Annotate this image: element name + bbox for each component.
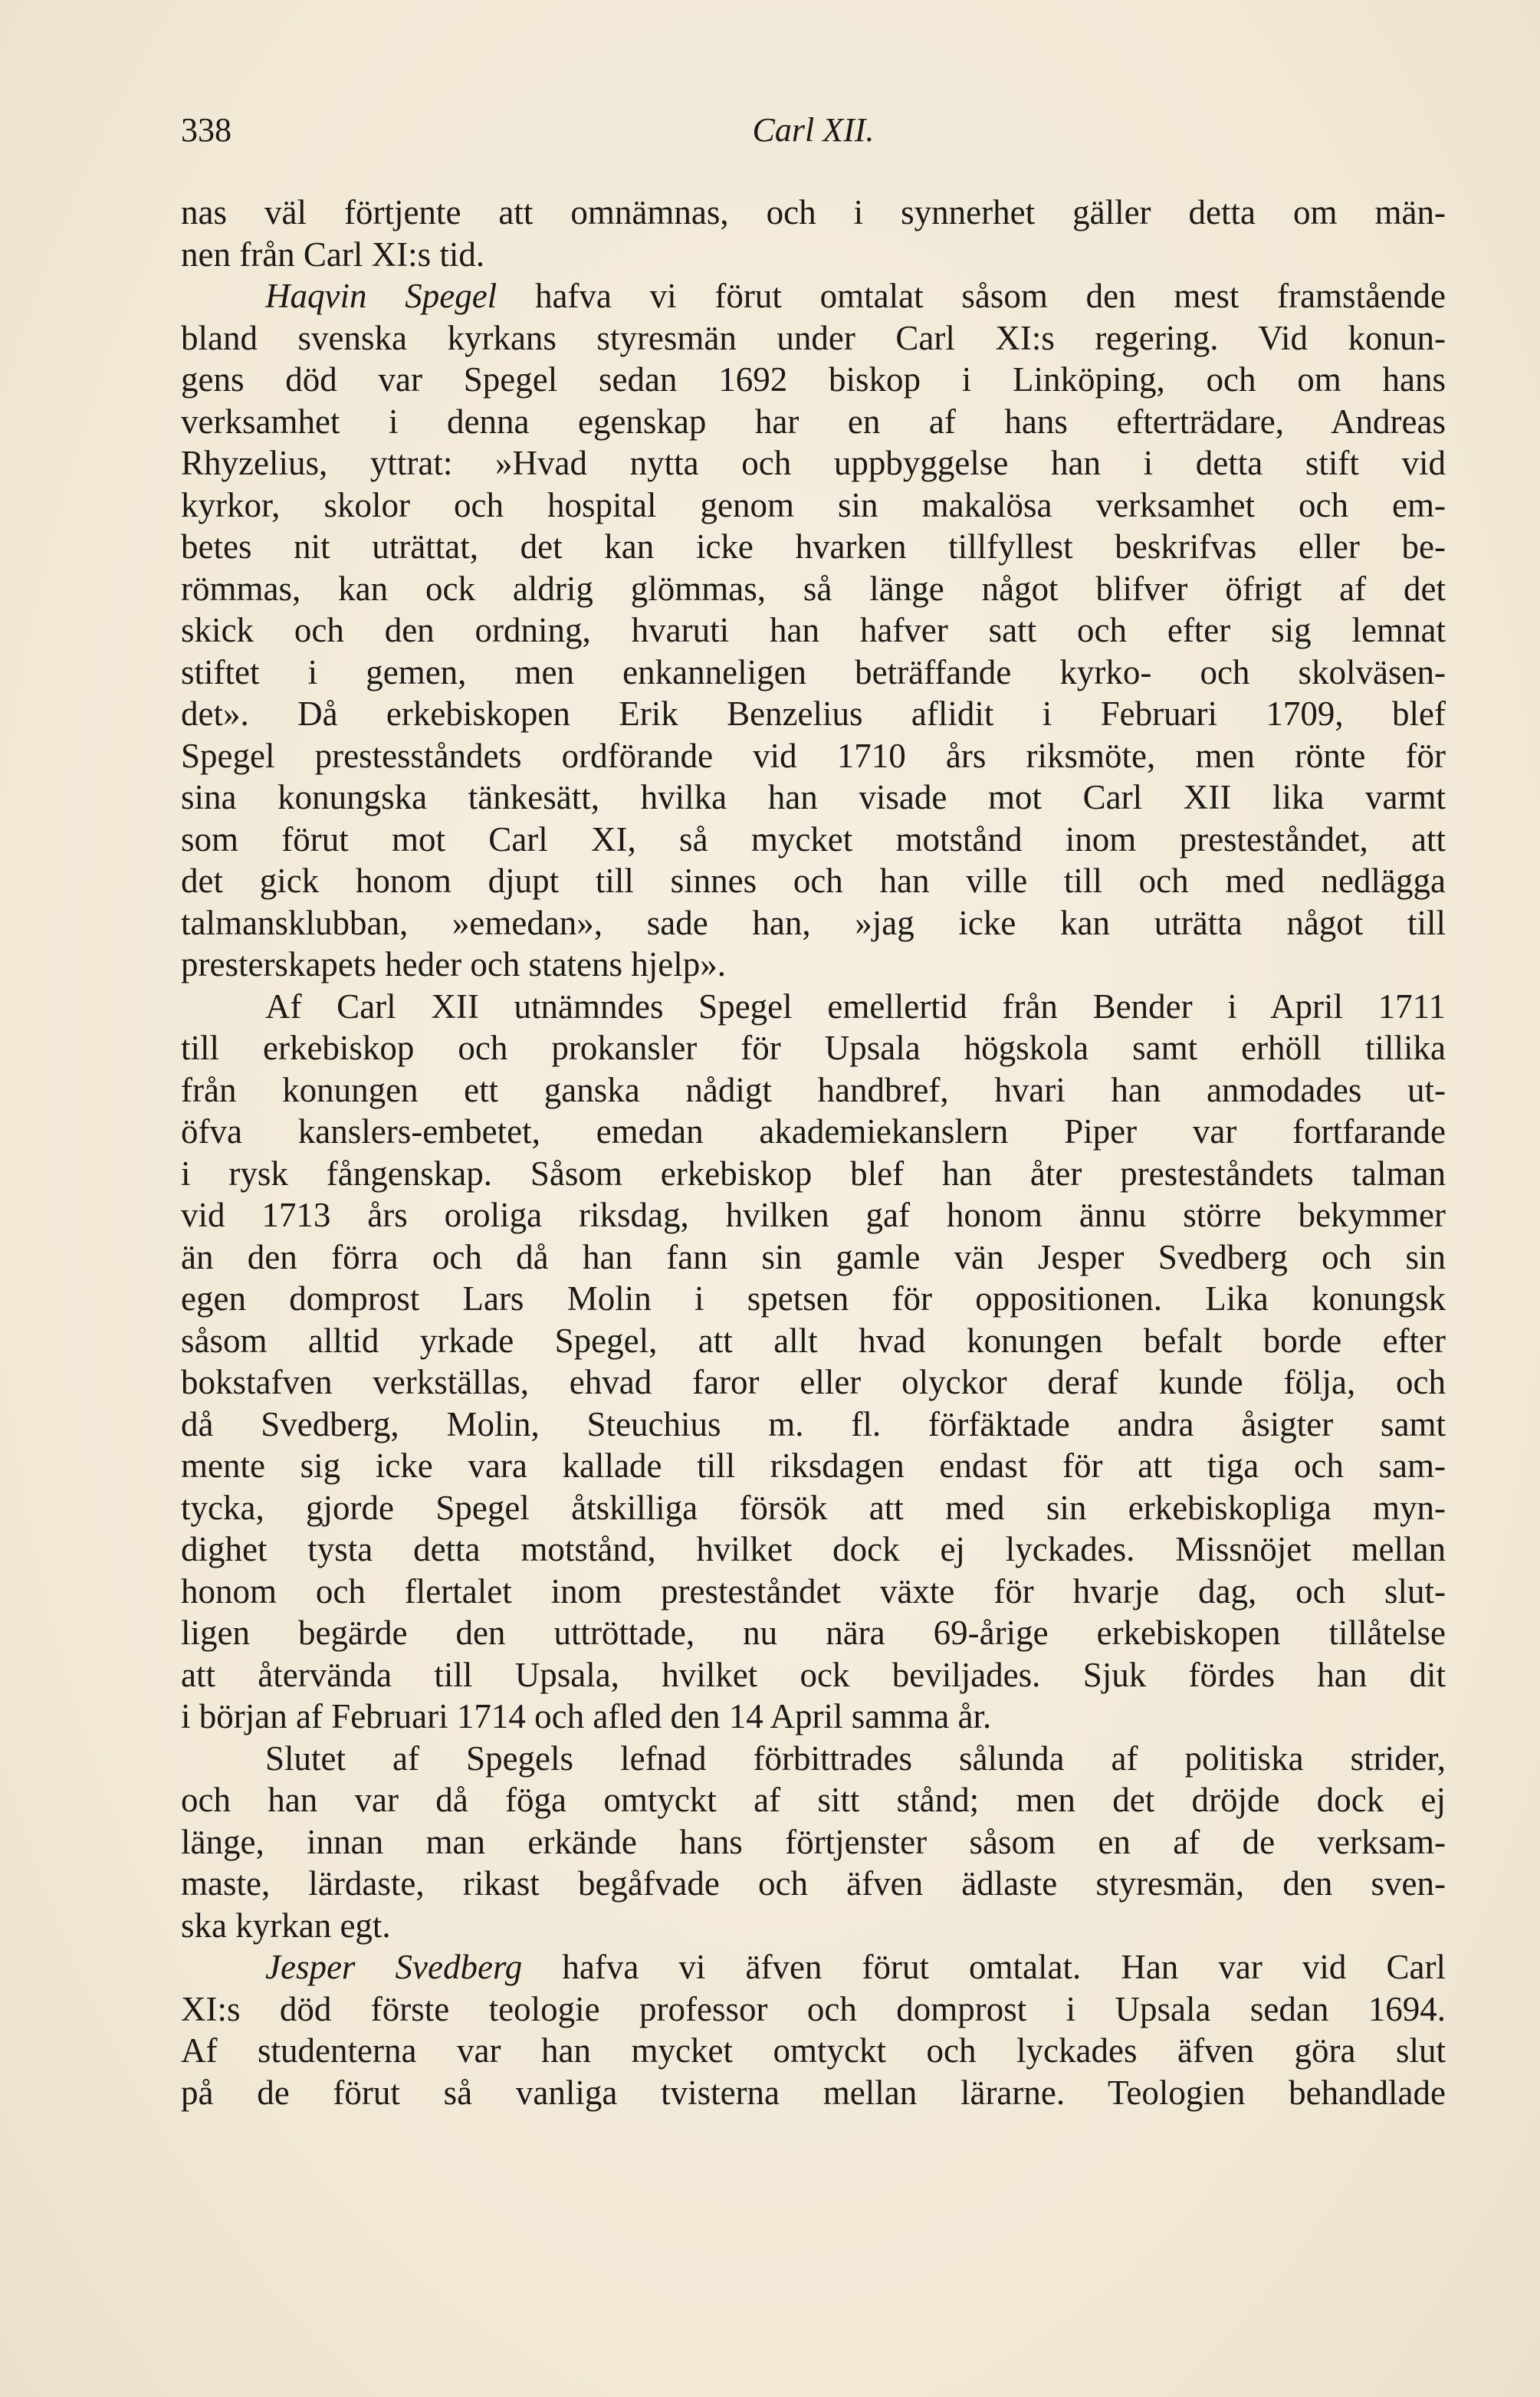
text-run: römmas, kan ock aldrig glömmas, så länge något blifver öfrigt af det bbox=[181, 569, 1446, 608]
text-run: Af Carl XII utnämndes Spegel emellertid från Bender i April 1711 bbox=[265, 987, 1446, 1026]
text-line bbox=[181, 860, 1446, 902]
text-line bbox=[181, 1696, 1446, 1738]
text-line bbox=[181, 401, 1446, 443]
text-line bbox=[181, 1821, 1446, 1863]
text-run: det». Då erkebiskopen Erik Benzelius aflidit i Februari 1709, blef bbox=[181, 694, 1446, 733]
text-line bbox=[181, 526, 1446, 568]
text-line bbox=[181, 609, 1446, 652]
text-line bbox=[181, 1404, 1446, 1446]
text-run: Slutet af Spegels lefnad förbittrades sålunda af politiska strider, bbox=[265, 1739, 1446, 1778]
text-run: mente sig icke vara kallade till riksdagen endast för att tiga och sam- bbox=[181, 1446, 1446, 1485]
text-line bbox=[181, 1278, 1446, 1320]
text-line bbox=[181, 1027, 1446, 1069]
text-line bbox=[181, 1194, 1446, 1236]
text-line bbox=[181, 1361, 1446, 1404]
text-run: bland svenska kyrkans styresmän under Carl XI:s regering. Vid konun- bbox=[181, 318, 1446, 357]
text-line bbox=[181, 1445, 1446, 1487]
text-run: sina konungska tänkesätt, hvilka han visade mot Carl XII lika varmt bbox=[181, 778, 1446, 816]
text-line bbox=[181, 484, 1446, 527]
text-run: att återvända till Upsala, hvilket ock beviljades. Sjuk fördes han dit bbox=[181, 1655, 1446, 1694]
text-line bbox=[181, 1487, 1446, 1529]
text-line bbox=[181, 944, 1446, 986]
text-run: i början af Februari 1714 och afled den 14 April samma år. bbox=[181, 1697, 992, 1735]
text-run: öfva kanslers-embetet, emedan akademiekanslern Piper var fortfarande bbox=[181, 1112, 1446, 1151]
page-header bbox=[181, 107, 1446, 153]
text-run: verksamhet i denna egenskap har en af hans efterträdare, Andreas bbox=[181, 402, 1446, 441]
text-line bbox=[181, 1863, 1446, 1905]
text-run: egen domprost Lars Molin i spetsen för oppositionen. Lika konungsk bbox=[181, 1279, 1446, 1318]
text-run: kyrkor, skolor och hospital genom sin makalösa verksamhet och em- bbox=[181, 485, 1446, 524]
text-run: betes nit uträttat, det kan icke hvarken tillfyllest beskrifvas eller be- bbox=[181, 527, 1446, 566]
text-line bbox=[181, 652, 1446, 694]
text-run: såsom alltid yrkade Spegel, att allt hvad konungen befalt borde efter bbox=[181, 1321, 1446, 1360]
text-run: Rhyzelius, yttrat: »Hvad nytta och uppbyggelse han i detta stift vid bbox=[181, 444, 1446, 482]
text-run: i rysk fångenskap. Såsom erkebiskop blef han åter presteståndets talman bbox=[181, 1154, 1446, 1193]
text-run: som förut mot Carl XI, så mycket motstånd inom presteståndet, att bbox=[181, 819, 1446, 859]
text-run: stiftet i gemen, men enkanneligen beträffande kyrko- och skolväsen- bbox=[181, 652, 1446, 691]
text-run: och han var då föga omtyckt af sitt stånd; men det dröjde dock ej bbox=[181, 1781, 1446, 1819]
text-line bbox=[181, 777, 1446, 819]
text-run: länge, innan man erkände hans förtjenster såsom en af de verksam- bbox=[181, 1822, 1446, 1861]
text-line bbox=[181, 1946, 1446, 1988]
text-line bbox=[181, 1905, 1446, 1947]
text-run: XI:s död förste teologie professor och domprost i Upsala sedan 1694. bbox=[181, 1989, 1446, 2028]
text-line bbox=[181, 1069, 1446, 1111]
text-line bbox=[181, 317, 1446, 360]
body-text bbox=[181, 192, 1446, 2113]
text-run: det gick honom djupt till sinnes och han ville till och med nedlägga bbox=[181, 862, 1446, 900]
text-line bbox=[181, 735, 1446, 777]
text-line bbox=[181, 1528, 1446, 1571]
text-run: honom och flertalet inom presteståndet växte för hvarje dag, och slut- bbox=[181, 1571, 1446, 1611]
text-run: presterskapets heder och statens hjelp». bbox=[181, 945, 727, 983]
text-line bbox=[181, 1988, 1446, 2031]
text-run: ska kyrkan egt. bbox=[181, 1906, 391, 1945]
text-line bbox=[181, 1612, 1446, 1654]
text-run: till erkebiskop och prokansler för Upsala högskola samt erhöll tillika bbox=[181, 1029, 1446, 1067]
text-line bbox=[181, 1111, 1446, 1153]
text-line bbox=[181, 2030, 1446, 2072]
text-run: Spegel prestesståndets ordförande vid 1710 års riksmöte, men rönte för bbox=[181, 736, 1446, 775]
text-line bbox=[181, 2072, 1446, 2114]
italic-name: Jesper Svedberg bbox=[265, 1948, 523, 1986]
text-line bbox=[181, 442, 1446, 484]
text-run: från konungen ett ganska nådigt handbref, hvari han anmodades ut- bbox=[181, 1070, 1446, 1109]
text-line bbox=[181, 192, 1446, 234]
text-run: nas väl förtjente att omnämnas, och i synnerhet gäller detta om män- bbox=[181, 193, 1446, 231]
page-number: 338 bbox=[181, 111, 231, 149]
text-line bbox=[181, 819, 1446, 861]
text-line bbox=[181, 693, 1446, 735]
text-run: nen från Carl XI:s tid. bbox=[181, 235, 485, 274]
text-line bbox=[181, 234, 1446, 276]
text-line bbox=[181, 986, 1446, 1028]
text-line bbox=[181, 1654, 1446, 1696]
italic-name: Haqvin Spegel bbox=[265, 277, 497, 315]
text-run: gens död var Spegel sedan 1692 biskop i Linköping, och om hans bbox=[181, 360, 1446, 399]
text-run: vid 1713 års oroliga riksdag, hvilken gaf honom ännu större bekymmer bbox=[181, 1196, 1446, 1234]
text-line bbox=[181, 1236, 1446, 1279]
text-run: Af studenterna var han mycket omtyckt och lyckades äfven göra slut bbox=[181, 2031, 1446, 2070]
text-run: på de förut så vanliga tvisterna mellan lärarne. Teologien behandlade bbox=[181, 2073, 1446, 2112]
text-run: talmansklubban, »emedan», sade han, »jag icke kan uträtta något till bbox=[181, 903, 1446, 942]
text-run: tycka, gjorde Spegel åtskilliga försök att med sin erkebiskopliga myn- bbox=[181, 1488, 1446, 1527]
text-run: hafva vi äfven förut omtalat. Han var vid Carl bbox=[522, 1948, 1446, 1986]
text-line bbox=[181, 1571, 1446, 1613]
text-run: maste, lärdaste, rikast begåfvade och äfven ädlaste styresmän, den sven- bbox=[181, 1864, 1446, 1903]
text-run: dighet tysta detta motstånd, hvilket dock ej lyckades. Missnöjet mellan bbox=[181, 1530, 1446, 1568]
text-line bbox=[181, 568, 1446, 610]
text-line bbox=[181, 275, 1446, 317]
running-head: Carl XII. bbox=[752, 111, 875, 149]
text-run: än den förra och då han fann sin gamle vän Jesper Svedberg och sin bbox=[181, 1237, 1446, 1276]
text-line bbox=[181, 359, 1446, 401]
text-run: hafva vi förut omtalat såsom den mest framstående bbox=[497, 277, 1446, 315]
text-run: då Svedberg, Molin, Steuchius m. fl. förfäktade andra åsigter samt bbox=[181, 1404, 1446, 1443]
text-run: bokstafven verkställas, ehvad faror eller olyckor deraf kunde följa, och bbox=[181, 1363, 1446, 1401]
text-run: skick och den ordning, hvaruti han hafver satt och efter sig lemnat bbox=[181, 611, 1446, 649]
text-run: ligen begärde den uttröttade, nu nära 69-årige erkebiskopen tillåtelse bbox=[181, 1614, 1446, 1652]
text-line bbox=[181, 902, 1446, 944]
text-line bbox=[181, 1153, 1446, 1195]
text-line bbox=[181, 1320, 1446, 1362]
text-line bbox=[181, 1779, 1446, 1821]
text-line bbox=[181, 1738, 1446, 1780]
